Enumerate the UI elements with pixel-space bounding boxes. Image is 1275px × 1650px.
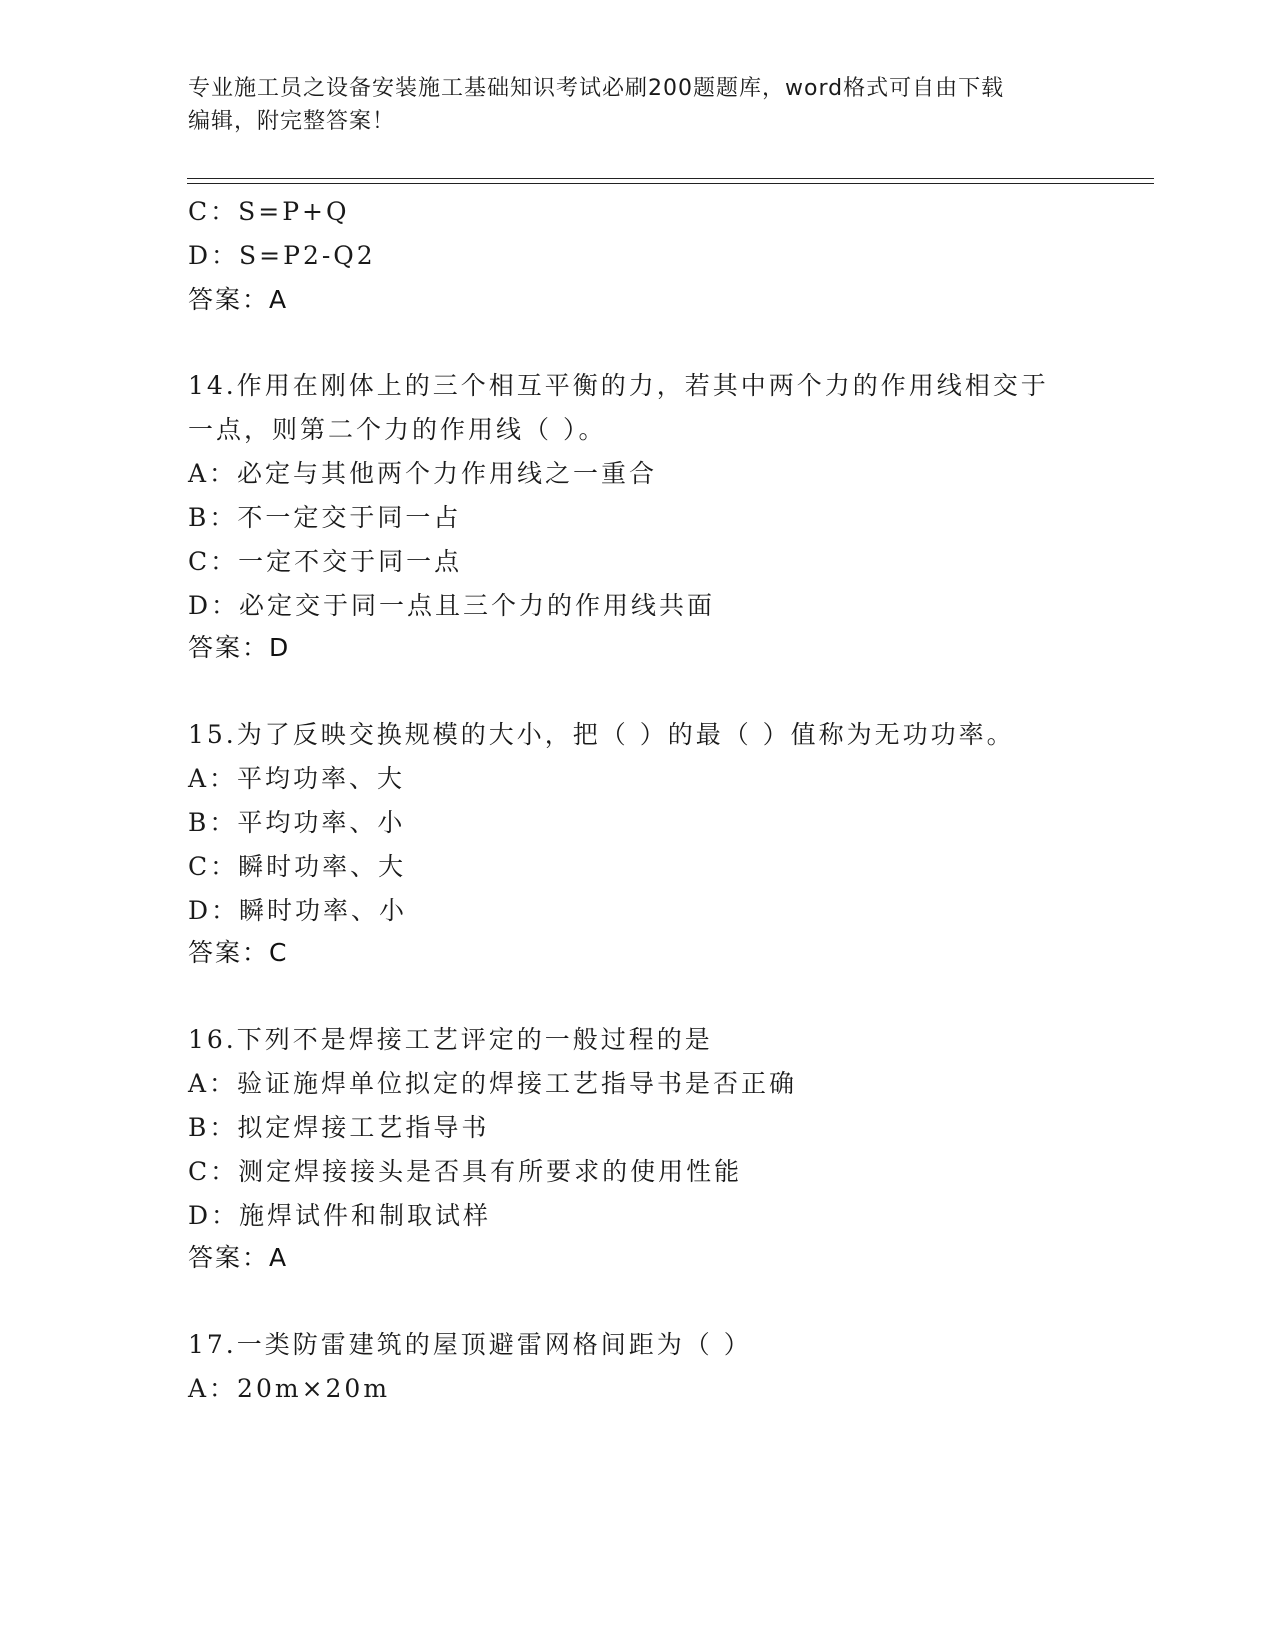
q16-option-a: A：验证施焊单位拟定的焊接工艺指导书是否正确 <box>188 1069 798 1098</box>
q14-option-d: D：必定交于同一点且三个力的作用线共面 <box>188 591 716 620</box>
header-line-1: 专业施工员之设备安装施工基础知识考试必刷200题题库，word格式可自由下载 <box>188 76 1005 101</box>
q15-stem: 15.为了反映交换规模的大小，把（ ）的最（ ）值称为无功功率。 <box>188 720 1015 749</box>
q16-answer <box>188 1238 288 1274</box>
document-header <box>188 72 1088 138</box>
q14-option-a: A：必定与其他两个力作用线之一重合 <box>188 459 658 488</box>
q16-option-b: B：拟定焊接工艺指导书 <box>188 1113 490 1142</box>
q16-stem: 16.下列不是焊接工艺评定的一般过程的是 <box>188 1025 713 1054</box>
q17-stem: 17.一类防雷建筑的屋顶避雷网格间距为（ ） <box>188 1330 752 1359</box>
q14-stem-line-2: 一点，则第二个力的作用线（ ）。 <box>188 415 607 444</box>
answer-label: 答案： <box>188 633 270 662</box>
answer-label: 答案： <box>188 1243 270 1272</box>
q14-option-b: B：不一定交于同一占 <box>188 503 462 532</box>
answer-label: 答案： <box>188 938 270 967</box>
q13-answer-value: A <box>269 285 289 314</box>
q17-option-a: A：20m×20m <box>188 1374 391 1403</box>
header-divider-top <box>187 178 1154 179</box>
header-line-2: 编辑，附完整答案！ <box>188 109 396 134</box>
header-divider-bottom <box>187 183 1154 184</box>
q15-option-b: B：平均功率、小 <box>188 808 406 837</box>
q13-option-c: C：S=P+Q <box>188 197 350 226</box>
q15-option-c: C：瞬时功率、大 <box>188 852 407 881</box>
q15-option-a: A：平均功率、大 <box>188 764 406 793</box>
q16-option-c: C：测定焊接接头是否具有所要求的使用性能 <box>188 1157 743 1186</box>
q14-answer-value: D <box>269 633 291 662</box>
q14-answer <box>188 628 290 664</box>
q15-option-d: D：瞬时功率、小 <box>188 896 408 925</box>
q14-stem-line-1: 14.作用在刚体上的三个相互平衡的力，若其中两个力的作用线相交于 <box>188 371 1049 400</box>
q16-answer-value: A <box>269 1243 289 1272</box>
answer-label: 答案： <box>188 285 270 314</box>
q13-option-d: D：S=P2-Q2 <box>188 241 376 270</box>
q14-option-c: C：一定不交于同一点 <box>188 547 463 576</box>
q16-option-d: D：施焊试件和制取试样 <box>188 1201 492 1230</box>
q13-answer <box>188 280 288 316</box>
q15-answer <box>188 933 288 969</box>
q15-answer-value: C <box>269 938 289 967</box>
